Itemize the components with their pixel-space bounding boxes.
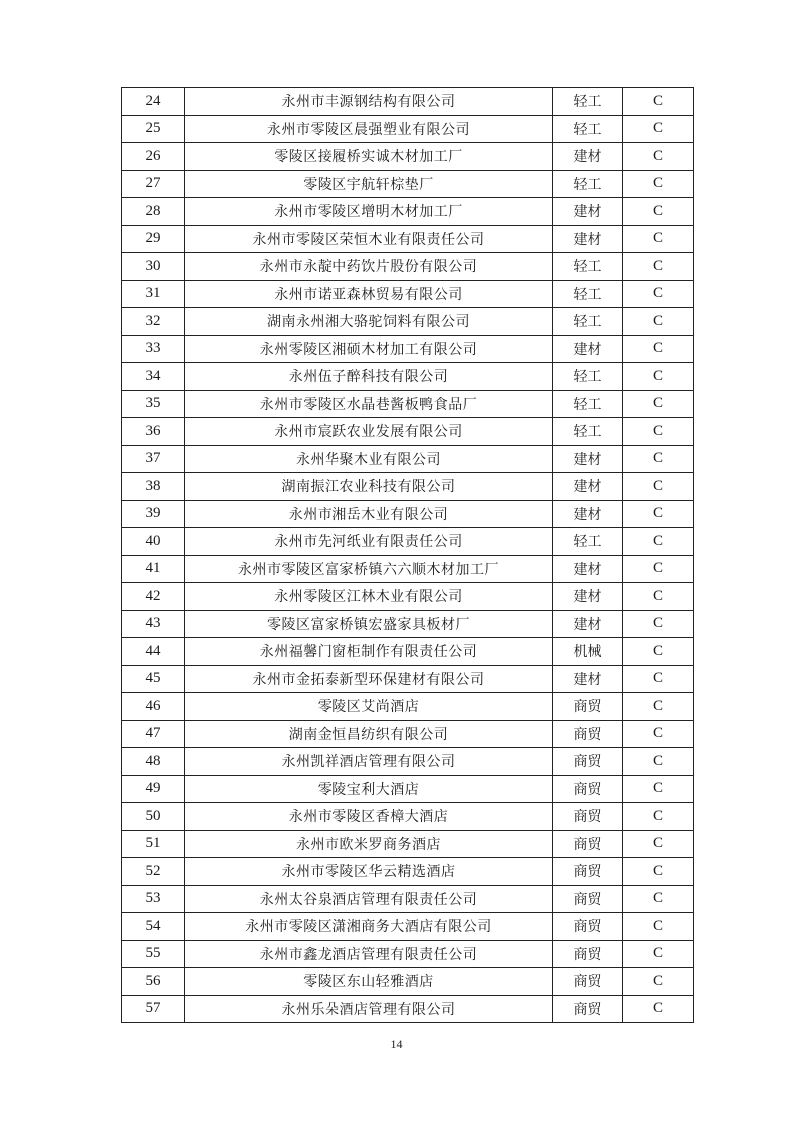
industry-cell: 商贸 — [553, 803, 623, 831]
table-row — [122, 363, 694, 391]
row-number-cell: 40 — [122, 528, 185, 556]
company-name-cell: 永州太谷泉酒店管理有限责任公司 — [185, 885, 553, 913]
grade-cell: C — [623, 308, 694, 336]
table-body — [122, 88, 694, 1023]
table-row — [122, 88, 694, 116]
industry-cell: 轻工 — [553, 363, 623, 391]
row-number-cell: 43 — [122, 610, 185, 638]
industry-cell: 建材 — [553, 665, 623, 693]
row-number-cell: 46 — [122, 693, 185, 721]
industry-cell: 轻工 — [553, 253, 623, 281]
industry-cell: 轻工 — [553, 418, 623, 446]
table-row — [122, 170, 694, 198]
table-row — [122, 775, 694, 803]
company-name-cell: 永州乐朵酒店管理有限公司 — [185, 995, 553, 1023]
row-number-cell: 51 — [122, 830, 185, 858]
row-number-cell: 25 — [122, 115, 185, 143]
row-number-cell: 31 — [122, 280, 185, 308]
enterprise-table — [121, 87, 694, 1023]
grade-cell: C — [623, 885, 694, 913]
company-name-cell: 永州市零陵区富家桥镇六六顺木材加工厂 — [185, 555, 553, 583]
industry-cell: 轻工 — [553, 308, 623, 336]
company-name-cell: 永州市欧米罗商务酒店 — [185, 830, 553, 858]
table-row — [122, 665, 694, 693]
grade-cell: C — [623, 363, 694, 391]
table-row — [122, 885, 694, 913]
company-name-cell: 永州伍子醉科技有限公司 — [185, 363, 553, 391]
table-row — [122, 143, 694, 171]
grade-cell: C — [623, 473, 694, 501]
grade-cell: C — [623, 913, 694, 941]
company-name-cell: 永州市永靛中药饮片股份有限公司 — [185, 253, 553, 281]
row-number-cell: 32 — [122, 308, 185, 336]
row-number-cell: 27 — [122, 170, 185, 198]
company-name-cell: 永州市湘岳木业有限公司 — [185, 500, 553, 528]
table-row — [122, 748, 694, 776]
grade-cell: C — [623, 115, 694, 143]
company-name-cell: 永州市丰源钢结构有限公司 — [185, 88, 553, 116]
industry-cell: 建材 — [553, 583, 623, 611]
table-row — [122, 280, 694, 308]
row-number-cell: 33 — [122, 335, 185, 363]
industry-cell: 轻工 — [553, 115, 623, 143]
row-number-cell: 56 — [122, 968, 185, 996]
grade-cell: C — [623, 995, 694, 1023]
row-number-cell: 36 — [122, 418, 185, 446]
company-name-cell: 零陵宝利大酒店 — [185, 775, 553, 803]
industry-cell: 建材 — [553, 335, 623, 363]
industry-cell: 建材 — [553, 500, 623, 528]
industry-cell: 商贸 — [553, 940, 623, 968]
row-number-cell: 24 — [122, 88, 185, 116]
industry-cell: 商贸 — [553, 858, 623, 886]
grade-cell: C — [623, 528, 694, 556]
grade-cell: C — [623, 610, 694, 638]
row-number-cell: 41 — [122, 555, 185, 583]
row-number-cell: 47 — [122, 720, 185, 748]
grade-cell: C — [623, 198, 694, 226]
company-name-cell: 零陵区东山轻雅酒店 — [185, 968, 553, 996]
company-name-cell: 零陵区宇航轩棕垫厂 — [185, 170, 553, 198]
grade-cell: C — [623, 390, 694, 418]
row-number-cell: 57 — [122, 995, 185, 1023]
row-number-cell: 35 — [122, 390, 185, 418]
company-name-cell: 永州市零陵区潇湘商务大酒店有限公司 — [185, 913, 553, 941]
table-row — [122, 940, 694, 968]
industry-cell: 建材 — [553, 143, 623, 171]
grade-cell: C — [623, 500, 694, 528]
table-row — [122, 528, 694, 556]
company-name-cell: 永州市零陵区增明木材加工厂 — [185, 198, 553, 226]
row-number-cell: 28 — [122, 198, 185, 226]
grade-cell: C — [623, 583, 694, 611]
company-name-cell: 永州零陵区江林木业有限公司 — [185, 583, 553, 611]
table-row — [122, 913, 694, 941]
row-number-cell: 52 — [122, 858, 185, 886]
grade-cell: C — [623, 445, 694, 473]
company-name-cell: 永州市宸跃农业发展有限公司 — [185, 418, 553, 446]
grade-cell: C — [623, 555, 694, 583]
industry-cell: 商贸 — [553, 830, 623, 858]
industry-cell: 轻工 — [553, 88, 623, 116]
company-name-cell: 永州华聚木业有限公司 — [185, 445, 553, 473]
company-name-cell: 永州市金拓泰新型环保建材有限公司 — [185, 665, 553, 693]
company-name-cell: 永州市诺亚森林贸易有限公司 — [185, 280, 553, 308]
industry-cell: 建材 — [553, 225, 623, 253]
row-number-cell: 54 — [122, 913, 185, 941]
company-name-cell: 零陵区富家桥镇宏盛家具板材厂 — [185, 610, 553, 638]
row-number-cell: 48 — [122, 748, 185, 776]
industry-cell: 商贸 — [553, 968, 623, 996]
company-name-cell: 湖南永州湘大骆驼饲料有限公司 — [185, 308, 553, 336]
industry-cell: 建材 — [553, 445, 623, 473]
grade-cell: C — [623, 968, 694, 996]
industry-cell: 商贸 — [553, 775, 623, 803]
row-number-cell: 34 — [122, 363, 185, 391]
industry-cell: 轻工 — [553, 528, 623, 556]
grade-cell: C — [623, 803, 694, 831]
row-number-cell: 45 — [122, 665, 185, 693]
row-number-cell: 44 — [122, 638, 185, 666]
industry-cell: 轻工 — [553, 280, 623, 308]
row-number-cell: 49 — [122, 775, 185, 803]
grade-cell: C — [623, 748, 694, 776]
company-name-cell: 永州市零陵区荣恒木业有限责任公司 — [185, 225, 553, 253]
table-row — [122, 418, 694, 446]
grade-cell: C — [623, 170, 694, 198]
industry-cell: 轻工 — [553, 170, 623, 198]
table-row — [122, 445, 694, 473]
row-number-cell: 29 — [122, 225, 185, 253]
company-name-cell: 永州福馨门窗柜制作有限责任公司 — [185, 638, 553, 666]
table-row — [122, 473, 694, 501]
industry-cell: 轻工 — [553, 390, 623, 418]
grade-cell: C — [623, 280, 694, 308]
industry-cell: 建材 — [553, 555, 623, 583]
industry-cell: 商贸 — [553, 885, 623, 913]
company-name-cell: 零陵区艾尚酒店 — [185, 693, 553, 721]
table-row — [122, 995, 694, 1023]
row-number-cell: 42 — [122, 583, 185, 611]
grade-cell: C — [623, 335, 694, 363]
row-number-cell: 37 — [122, 445, 185, 473]
table-row — [122, 253, 694, 281]
company-name-cell: 湖南振江农业科技有限公司 — [185, 473, 553, 501]
industry-cell: 商贸 — [553, 995, 623, 1023]
table-row — [122, 335, 694, 363]
industry-cell: 建材 — [553, 198, 623, 226]
table-row — [122, 555, 694, 583]
industry-cell: 商贸 — [553, 913, 623, 941]
row-number-cell: 26 — [122, 143, 185, 171]
table-row — [122, 830, 694, 858]
grade-cell: C — [623, 858, 694, 886]
grade-cell: C — [623, 253, 694, 281]
row-number-cell: 53 — [122, 885, 185, 913]
industry-cell: 建材 — [553, 610, 623, 638]
table-row — [122, 610, 694, 638]
row-number-cell: 55 — [122, 940, 185, 968]
grade-cell: C — [623, 830, 694, 858]
table-row — [122, 858, 694, 886]
grade-cell: C — [623, 88, 694, 116]
grade-cell: C — [623, 693, 694, 721]
company-name-cell: 零陵区接履桥实诚木材加工厂 — [185, 143, 553, 171]
industry-cell: 机械 — [553, 638, 623, 666]
table-row — [122, 693, 694, 721]
grade-cell: C — [623, 418, 694, 446]
row-number-cell: 38 — [122, 473, 185, 501]
grade-cell: C — [623, 143, 694, 171]
industry-cell: 商贸 — [553, 693, 623, 721]
table-row — [122, 720, 694, 748]
grade-cell: C — [623, 940, 694, 968]
company-name-cell: 永州零陵区湘硕木材加工有限公司 — [185, 335, 553, 363]
table-row — [122, 115, 694, 143]
table-row — [122, 638, 694, 666]
table-row — [122, 500, 694, 528]
company-name-cell: 湖南金恒昌纺织有限公司 — [185, 720, 553, 748]
table-row — [122, 803, 694, 831]
row-number-cell: 39 — [122, 500, 185, 528]
grade-cell: C — [623, 665, 694, 693]
industry-cell: 商贸 — [553, 720, 623, 748]
table-row — [122, 968, 694, 996]
company-name-cell: 永州市先河纸业有限责任公司 — [185, 528, 553, 556]
row-number-cell: 30 — [122, 253, 185, 281]
grade-cell: C — [623, 720, 694, 748]
table-row — [122, 390, 694, 418]
row-number-cell: 50 — [122, 803, 185, 831]
company-name-cell: 永州市零陵区水晶巷酱板鸭食品厂 — [185, 390, 553, 418]
table-row — [122, 583, 694, 611]
page-number: 14 — [390, 1037, 403, 1051]
table-row — [122, 198, 694, 226]
company-name-cell: 永州市零陵区香樟大酒店 — [185, 803, 553, 831]
table-row — [122, 225, 694, 253]
grade-cell: C — [623, 638, 694, 666]
industry-cell: 建材 — [553, 473, 623, 501]
table-row — [122, 308, 694, 336]
industry-cell: 商贸 — [553, 748, 623, 776]
company-name-cell: 永州市零陵区晨强塑业有限公司 — [185, 115, 553, 143]
company-name-cell: 永州市零陵区华云精选酒店 — [185, 858, 553, 886]
company-name-cell: 永州市鑫龙酒店管理有限责任公司 — [185, 940, 553, 968]
company-name-cell: 永州凯祥酒店管理有限公司 — [185, 748, 553, 776]
grade-cell: C — [623, 775, 694, 803]
grade-cell: C — [623, 225, 694, 253]
